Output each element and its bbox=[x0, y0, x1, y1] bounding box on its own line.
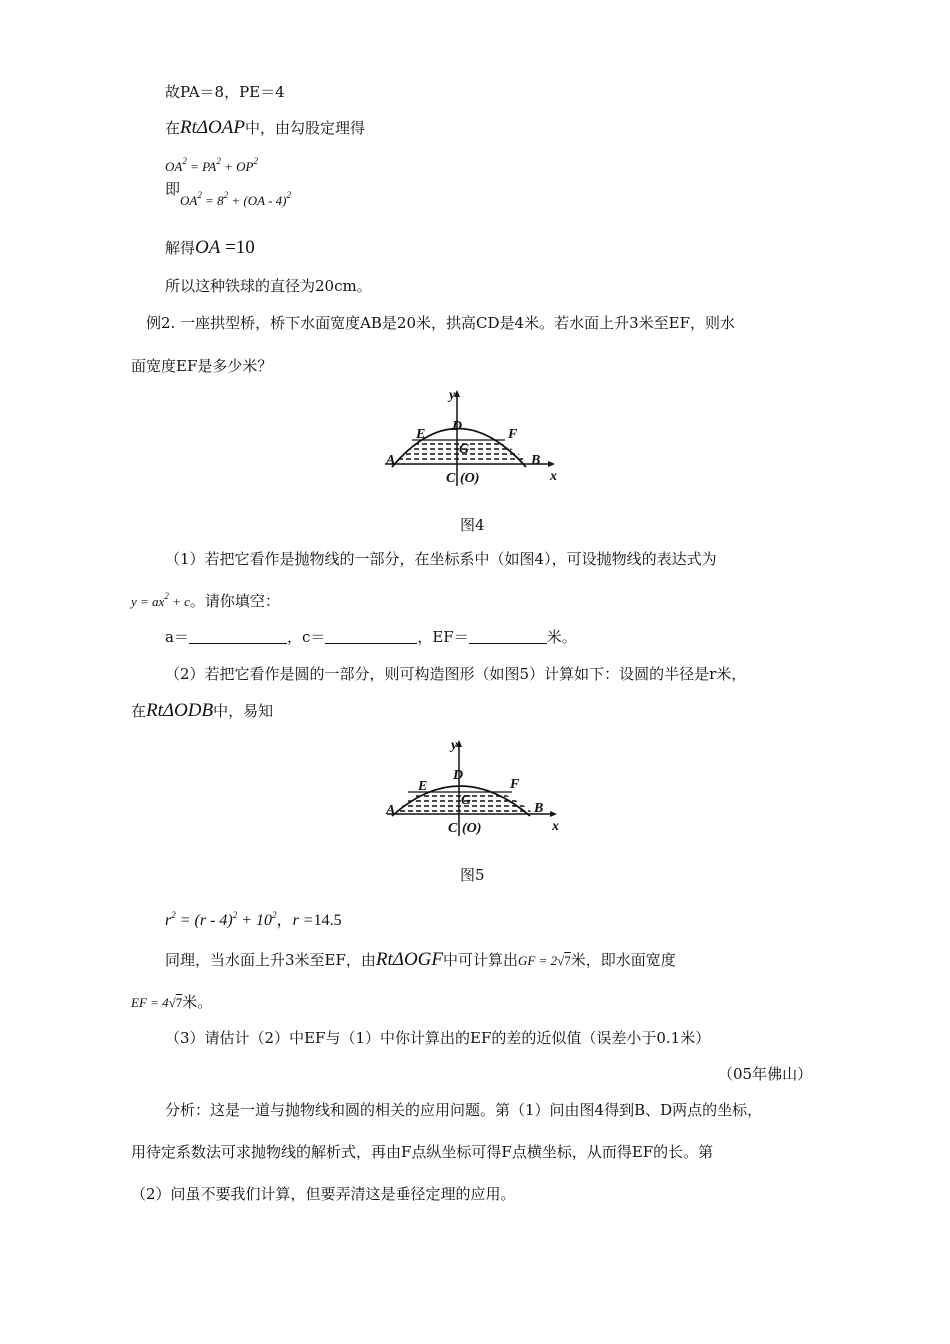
label-y: y bbox=[449, 388, 456, 403]
text: 中，易知 bbox=[213, 702, 274, 720]
solution-line-7: 所以这种铁球的直径为20cm。 bbox=[165, 277, 372, 295]
blank-ef[interactable] bbox=[469, 628, 547, 644]
fill-in-blanks bbox=[165, 627, 577, 647]
label-d: D bbox=[452, 419, 463, 434]
text: 米，即水面宽度 bbox=[570, 951, 676, 969]
analysis-line-1: 分析：这是一道与抛物线和圆的相关的应用问题。第（1）问由图4得到B、D两点的坐标， bbox=[165, 1101, 763, 1119]
label-a: A bbox=[386, 803, 396, 818]
analysis-line-2: 用待定系数法可求抛物线的解析式，再由F点纵坐标可得F点横坐标，从而得EF的长。第 bbox=[131, 1143, 714, 1161]
label-f: F bbox=[510, 777, 520, 792]
label-g: G bbox=[459, 442, 470, 457]
label-ef: ，EF＝ bbox=[417, 628, 469, 646]
text: 。请你填空： bbox=[189, 592, 280, 610]
question-2-line-2 bbox=[131, 701, 273, 721]
figure-5-caption: 图5 bbox=[460, 866, 485, 884]
label-y: y bbox=[451, 738, 458, 753]
x-arrow-icon bbox=[548, 461, 555, 467]
ef-result-line bbox=[131, 992, 212, 1013]
math-ef-value: EF = 4√7 bbox=[131, 995, 183, 1010]
label-e: E bbox=[416, 427, 426, 442]
text: 中可计算出 bbox=[443, 951, 519, 969]
blank-a[interactable] bbox=[189, 628, 287, 644]
label-unit: 米。 bbox=[546, 628, 577, 646]
source-note: （05年佛山） bbox=[718, 1065, 813, 1083]
label-x: x bbox=[552, 819, 559, 834]
x-arrow-icon bbox=[550, 811, 557, 817]
solution-line-6 bbox=[165, 238, 255, 258]
equation-radius: $r^2 = (r - 4)^2 + 10^2$，r =14.5 bbox=[165, 910, 342, 929]
text: 中，由勾股定理得 bbox=[245, 119, 366, 137]
label-d: D bbox=[453, 768, 464, 783]
label-b: B bbox=[534, 801, 544, 816]
same-reasoning-line bbox=[165, 950, 676, 971]
figure-5-arch-diagram bbox=[382, 738, 562, 838]
blank-c[interactable] bbox=[325, 628, 417, 644]
label-a: a＝ bbox=[165, 628, 189, 646]
question-2-line-1: （2）若把它看作是圆的一部分，则可构造图形（如图5）计算如下：设圆的半径是r米， bbox=[165, 665, 747, 683]
label-f: F bbox=[508, 427, 518, 442]
question-1-line-1: （1）若把它看作是抛物线的一部分，在坐标系中（如图4），可设抛物线的表达式为 bbox=[165, 550, 717, 568]
text: 同理，当水面上升3米至EF，由 bbox=[165, 951, 376, 969]
text: 在 bbox=[131, 702, 147, 720]
solution-line-1: 故PA＝8，PE＝4 bbox=[165, 83, 285, 101]
solution-line-2 bbox=[165, 118, 365, 138]
label-c: C bbox=[448, 821, 458, 836]
figure-4-caption: 图4 bbox=[460, 516, 485, 534]
question-1-line-2 bbox=[131, 591, 280, 612]
label-b: B bbox=[531, 453, 541, 468]
text: 在 bbox=[165, 119, 181, 137]
figure-4-arch-diagram bbox=[380, 388, 560, 488]
question-3: （3）请估计（2）中EF与（1）中你计算出的EF的差的近似值（误差小于0.1米） bbox=[165, 1029, 711, 1047]
math-rt-oap: RtΔOAP bbox=[180, 117, 245, 138]
solution-line-4: 即 bbox=[165, 180, 181, 198]
label-x: x bbox=[550, 469, 557, 484]
label-e: E bbox=[418, 779, 428, 794]
math-rt-ogf: RtΔOGF bbox=[375, 949, 443, 970]
label-o: (O) bbox=[462, 821, 482, 836]
text: 米。 bbox=[182, 993, 213, 1011]
analysis-line-3: （2）问虽不要我们计算，但要弄清这是垂径定理的应用。 bbox=[131, 1185, 516, 1203]
label-a: A bbox=[386, 453, 396, 468]
label-o: (O) bbox=[460, 471, 480, 486]
equation-substituted: $OA^2 = 8^2 + (OA - 4)^2$ bbox=[180, 190, 291, 208]
math-rt-odb: RtΔODB bbox=[146, 700, 214, 721]
example-2-line-2: 面宽度EF是多少米？ bbox=[131, 357, 273, 375]
label-c: ，c＝ bbox=[286, 628, 326, 646]
text: 解得 bbox=[165, 239, 196, 257]
label-c: C bbox=[446, 471, 456, 486]
equation-pythagoras: $OA^2 = PA^2 + OP^2$ bbox=[165, 156, 258, 174]
label-g: G bbox=[461, 793, 472, 808]
math-parabola: $y = ax^2 + c$ bbox=[131, 591, 190, 609]
example-2-line-1: 例2. 一座拱型桥，桥下水面宽度AB是20米，拱高CD是4米。若水面上升3米至EF，则水 bbox=[146, 314, 735, 332]
math-oa-result: OA =10 bbox=[195, 237, 255, 258]
math-gf-value: GF = 2√7 bbox=[518, 953, 571, 968]
